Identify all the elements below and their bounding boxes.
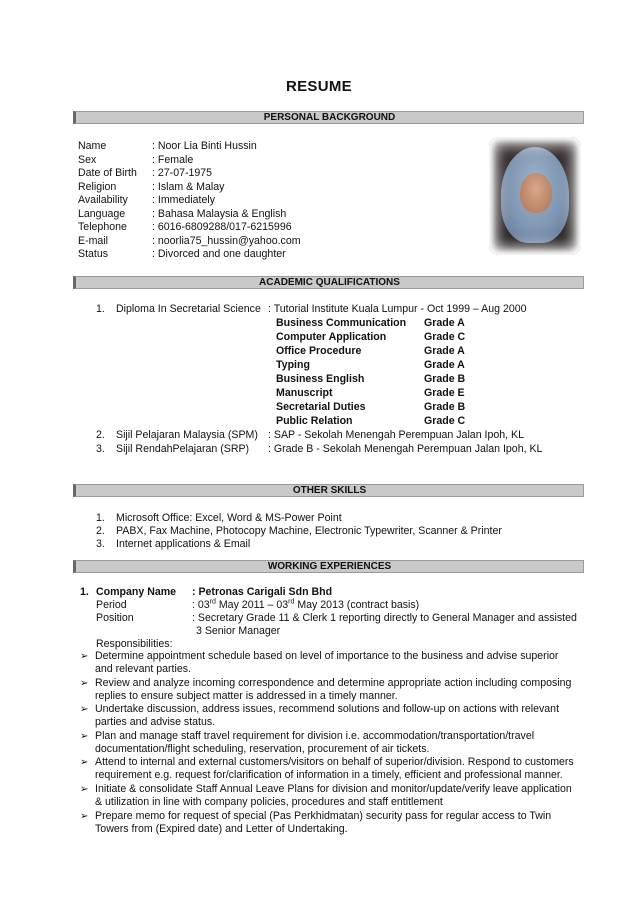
subject-name: Secretarial Duties (276, 401, 366, 413)
arrow-bullet-icon: ➢ (80, 730, 89, 742)
subject-grade: Grade C (424, 331, 466, 343)
personal-value: : Female (152, 153, 194, 166)
arrow-bullet-icon: ➢ (80, 810, 89, 822)
responsibility-line-1: Review and analyze incoming correspondence and determine appropriate action including composing (95, 676, 572, 689)
personal-value: : Immediately (152, 194, 215, 206)
skill-number: 2. (96, 525, 105, 537)
personal-label: Language (78, 207, 126, 220)
subject-grade: Grade B (424, 373, 466, 385)
personal-value: : Noor Lia Binti Hussin (152, 140, 257, 152)
personal-value: : noorlia75_hussin@yahoo.com (152, 234, 301, 247)
subject-grade: Grade A (424, 345, 465, 357)
personal-value: : Divorced and one daughter (152, 248, 286, 260)
subject-name: Office Procedure (276, 345, 362, 357)
personal-label: Religion (78, 180, 117, 193)
company-label: Company Name (96, 586, 177, 598)
arrow-bullet-icon: ➢ (80, 757, 89, 769)
academic-item-name: Sijil RendahPelajaran (SRP) (116, 443, 250, 455)
subject-grade: Grade E (424, 387, 465, 399)
skill-number: 3. (96, 538, 105, 550)
resume-title: RESUME (286, 78, 352, 95)
responsibility-line-2: requirement e.g. request for/clarification of information in a timely, efficient and professional manner. (95, 769, 563, 782)
personal-label: Date of Birth (78, 167, 137, 179)
personal-value: : Bahasa Malaysia & English (152, 207, 287, 220)
arrow-bullet-icon: ➢ (80, 704, 89, 716)
subject-grade: Grade A (424, 317, 465, 329)
period-value: : 03rd May 2011 – 03rd May 2013 (contract basis) (192, 598, 420, 611)
subject-name: Typing (276, 359, 310, 371)
skill-text: Internet applications & Email (116, 538, 251, 550)
subject-name: Manuscript (276, 387, 333, 399)
responsibility-line-1: Prepare memo for request of special (Pas Perkhidmatan) security pass for regular access to Twin (95, 809, 552, 822)
arrow-bullet-icon: ➢ (80, 677, 89, 689)
personal-label: Sex (78, 153, 97, 166)
personal-value: : Islam & Malay (152, 180, 225, 193)
subject-name: Computer Application (276, 331, 387, 343)
position-value-continued: 3 Senior Manager (196, 625, 281, 637)
responsibility-line-1: Initiate & consolidate Staff Annual Leave Plans for division and monitor/update/verify leave application (95, 783, 572, 795)
profile-photo (489, 137, 581, 255)
position-value: : Secretary Grade 11 & Clerk 1 reporting directly to General Manager and assisted (192, 612, 577, 624)
personal-label: Telephone (78, 221, 127, 233)
subject-grade: Grade C (424, 415, 466, 427)
skill-text: Microsoft Office: Excel, Word & MS-Power Point (116, 512, 342, 524)
personal-value: : 27-07-1975 (152, 167, 213, 179)
responsibility-line-2: parties and advise status. (95, 716, 216, 729)
section-header-skills: OTHER SKILLS (73, 484, 584, 497)
responsibility-line-2: and relevant parties. (95, 663, 191, 675)
responsibility-line-2: replies to ensure subject matter is addressed in a timely manner. (95, 689, 398, 702)
photo-frame (489, 137, 581, 255)
personal-label: Name (78, 140, 107, 152)
subject-name: Public Relation (276, 415, 353, 427)
work-number: 1. (80, 586, 89, 598)
responsibility-line-2: documentation/flight scheduling, reservation, procurement of air tickets. (95, 742, 430, 755)
personal-label: Availability (78, 194, 128, 206)
company-value: : Petronas Carigali Sdn Bhd (192, 586, 333, 598)
responsibility-line-1: Attend to internal and external customers/visitors on behalf of superior/division. Respond to customers (95, 756, 574, 769)
responsibility-line-2: & utilization in line with company policies, procedures and staff entitlement (95, 796, 443, 808)
responsibilities-label: Responsibilities: (96, 638, 173, 650)
academic-item-detail: : SAP - Sekolah Menengah Perempuan Jalan Ipoh, KL (268, 429, 524, 441)
academic-item-number: 3. (96, 443, 105, 455)
personal-label: E-mail (78, 234, 109, 247)
responsibility-line-2: Towers from (Expired date) and Letter of Undertaking. (95, 822, 348, 835)
skill-text: PABX, Fax Machine, Photocopy Machine, Electronic Typewriter, Scanner & Printer (116, 525, 502, 537)
responsibility-line-1: Plan and manage staff travel requirement for division i.e. accommodation/transportation/travel (95, 729, 535, 742)
position-label: Position (96, 612, 134, 624)
skill-number: 1. (96, 512, 105, 524)
academic-item-detail: : Grade B - Sekolah Menengah Perempuan Jalan Ipoh, KL (268, 443, 543, 455)
responsibility-line-1: Undertake discussion, address issues, recommend solutions and follow-up on actions with relevant (95, 703, 560, 716)
academic-item-name: Diploma In Secretarial Science (116, 303, 261, 315)
section-header-personal: PERSONAL BACKGROUND (73, 111, 584, 124)
personal-label: Status (78, 248, 109, 260)
section-header-work: WORKING EXPERIENCES (73, 560, 584, 573)
personal-value: : 6016-6809288/017-6215996 (152, 221, 292, 233)
subject-name: Business English (276, 373, 365, 385)
academic-item-name: Sijil Pelajaran Malaysia (SPM) (116, 429, 258, 441)
arrow-bullet-icon: ➢ (80, 651, 89, 662)
academic-item-number: 1. (96, 303, 105, 315)
subject-grade: Grade B (424, 401, 466, 413)
subject-name: Business Communication (276, 317, 407, 329)
responsibility-line-1: Determine appointment schedule based on level of importance to the business and advise superior (95, 650, 559, 662)
section-header-academic: ACADEMIC QUALIFICATIONS (73, 276, 584, 289)
academic-item-detail: : Tutorial Institute Kuala Lumpur - Oct 1999 – Aug 2000 (268, 303, 527, 315)
academic-item-number: 2. (96, 429, 105, 441)
arrow-bullet-icon: ➢ (80, 784, 89, 795)
subject-grade: Grade A (424, 359, 465, 371)
period-label: Period (96, 599, 127, 611)
